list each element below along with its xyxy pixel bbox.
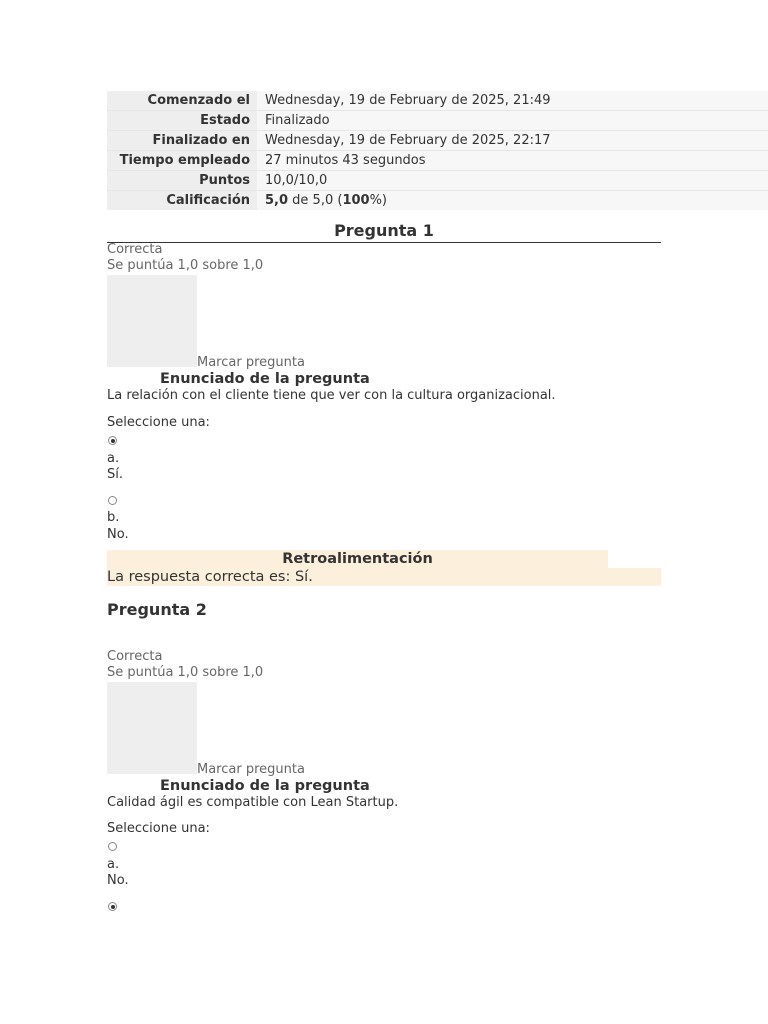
summary-label: Calificación <box>107 191 257 210</box>
feedback-text: La respuesta correcta es: Sí. <box>107 568 661 586</box>
attempt-summary-table <box>107 91 768 210</box>
summary-value: Wednesday, 19 de February de 2025, 22:17 <box>257 131 768 150</box>
question-1-grade: Se puntúa 1,0 sobre 1,0 <box>107 258 264 273</box>
summary-row-grade <box>107 191 768 210</box>
question-1-title: Pregunta 1 <box>107 221 661 243</box>
summary-label: Finalizado en <box>107 131 257 150</box>
option-a-letter: a. <box>107 451 120 466</box>
option-a-text: Sí. <box>107 467 123 482</box>
option-a-text: No. <box>107 873 129 888</box>
grade-end: %) <box>369 193 388 208</box>
flag-question-link[interactable]: Marcar pregunta <box>197 762 305 777</box>
question-text-heading: Enunciado de la pregunta <box>160 371 370 387</box>
question-2-grade: Se puntúa 1,0 sobre 1,0 <box>107 665 264 680</box>
summary-label: Estado <box>107 111 257 130</box>
option-b-text: No. <box>107 527 129 542</box>
question-1-text: La relación con el cliente tiene que ver con la cultura organizacional. <box>107 388 556 403</box>
question-1-state: Correcta <box>107 242 163 257</box>
grade-percent: 100 <box>342 193 370 208</box>
flag-box <box>107 275 197 367</box>
summary-label: Comenzado el <box>107 91 257 110</box>
question-2-title: Pregunta 2 <box>107 600 207 619</box>
option-b-radio[interactable] <box>108 902 117 911</box>
feedback-heading: Retroalimentación <box>107 550 608 568</box>
summary-value: 10,0/10,0 <box>257 171 768 190</box>
summary-row-state <box>107 111 768 131</box>
summary-value: Wednesday, 19 de February de 2025, 21:49 <box>257 91 768 110</box>
select-one-prompt: Seleccione una: <box>107 821 210 836</box>
option-a-letter: a. <box>107 857 120 872</box>
question-text-heading: Enunciado de la pregunta <box>160 778 370 794</box>
grade-score: 5,0 <box>265 193 289 208</box>
summary-label: Puntos <box>107 171 257 190</box>
summary-value <box>257 191 768 210</box>
summary-row-finished <box>107 131 768 151</box>
summary-row-points <box>107 171 768 191</box>
option-b-letter: b. <box>107 510 120 525</box>
question-2-state: Correcta <box>107 649 163 664</box>
flag-box <box>107 682 197 774</box>
option-b-radio[interactable] <box>108 496 117 505</box>
grade-mid: de 5,0 ( <box>288 193 343 208</box>
summary-row-time <box>107 151 768 171</box>
summary-value: 27 minutos 43 segundos <box>257 151 768 170</box>
summary-row-started <box>107 91 768 111</box>
select-one-prompt: Seleccione una: <box>107 415 210 430</box>
flag-question-link[interactable]: Marcar pregunta <box>197 355 305 370</box>
summary-label: Tiempo empleado <box>107 151 257 170</box>
summary-value: Finalizado <box>257 111 768 130</box>
option-a-radio[interactable] <box>108 842 117 851</box>
question-2-text: Calidad ágil es compatible con Lean Startup. <box>107 795 399 810</box>
option-a-radio[interactable] <box>108 436 117 445</box>
